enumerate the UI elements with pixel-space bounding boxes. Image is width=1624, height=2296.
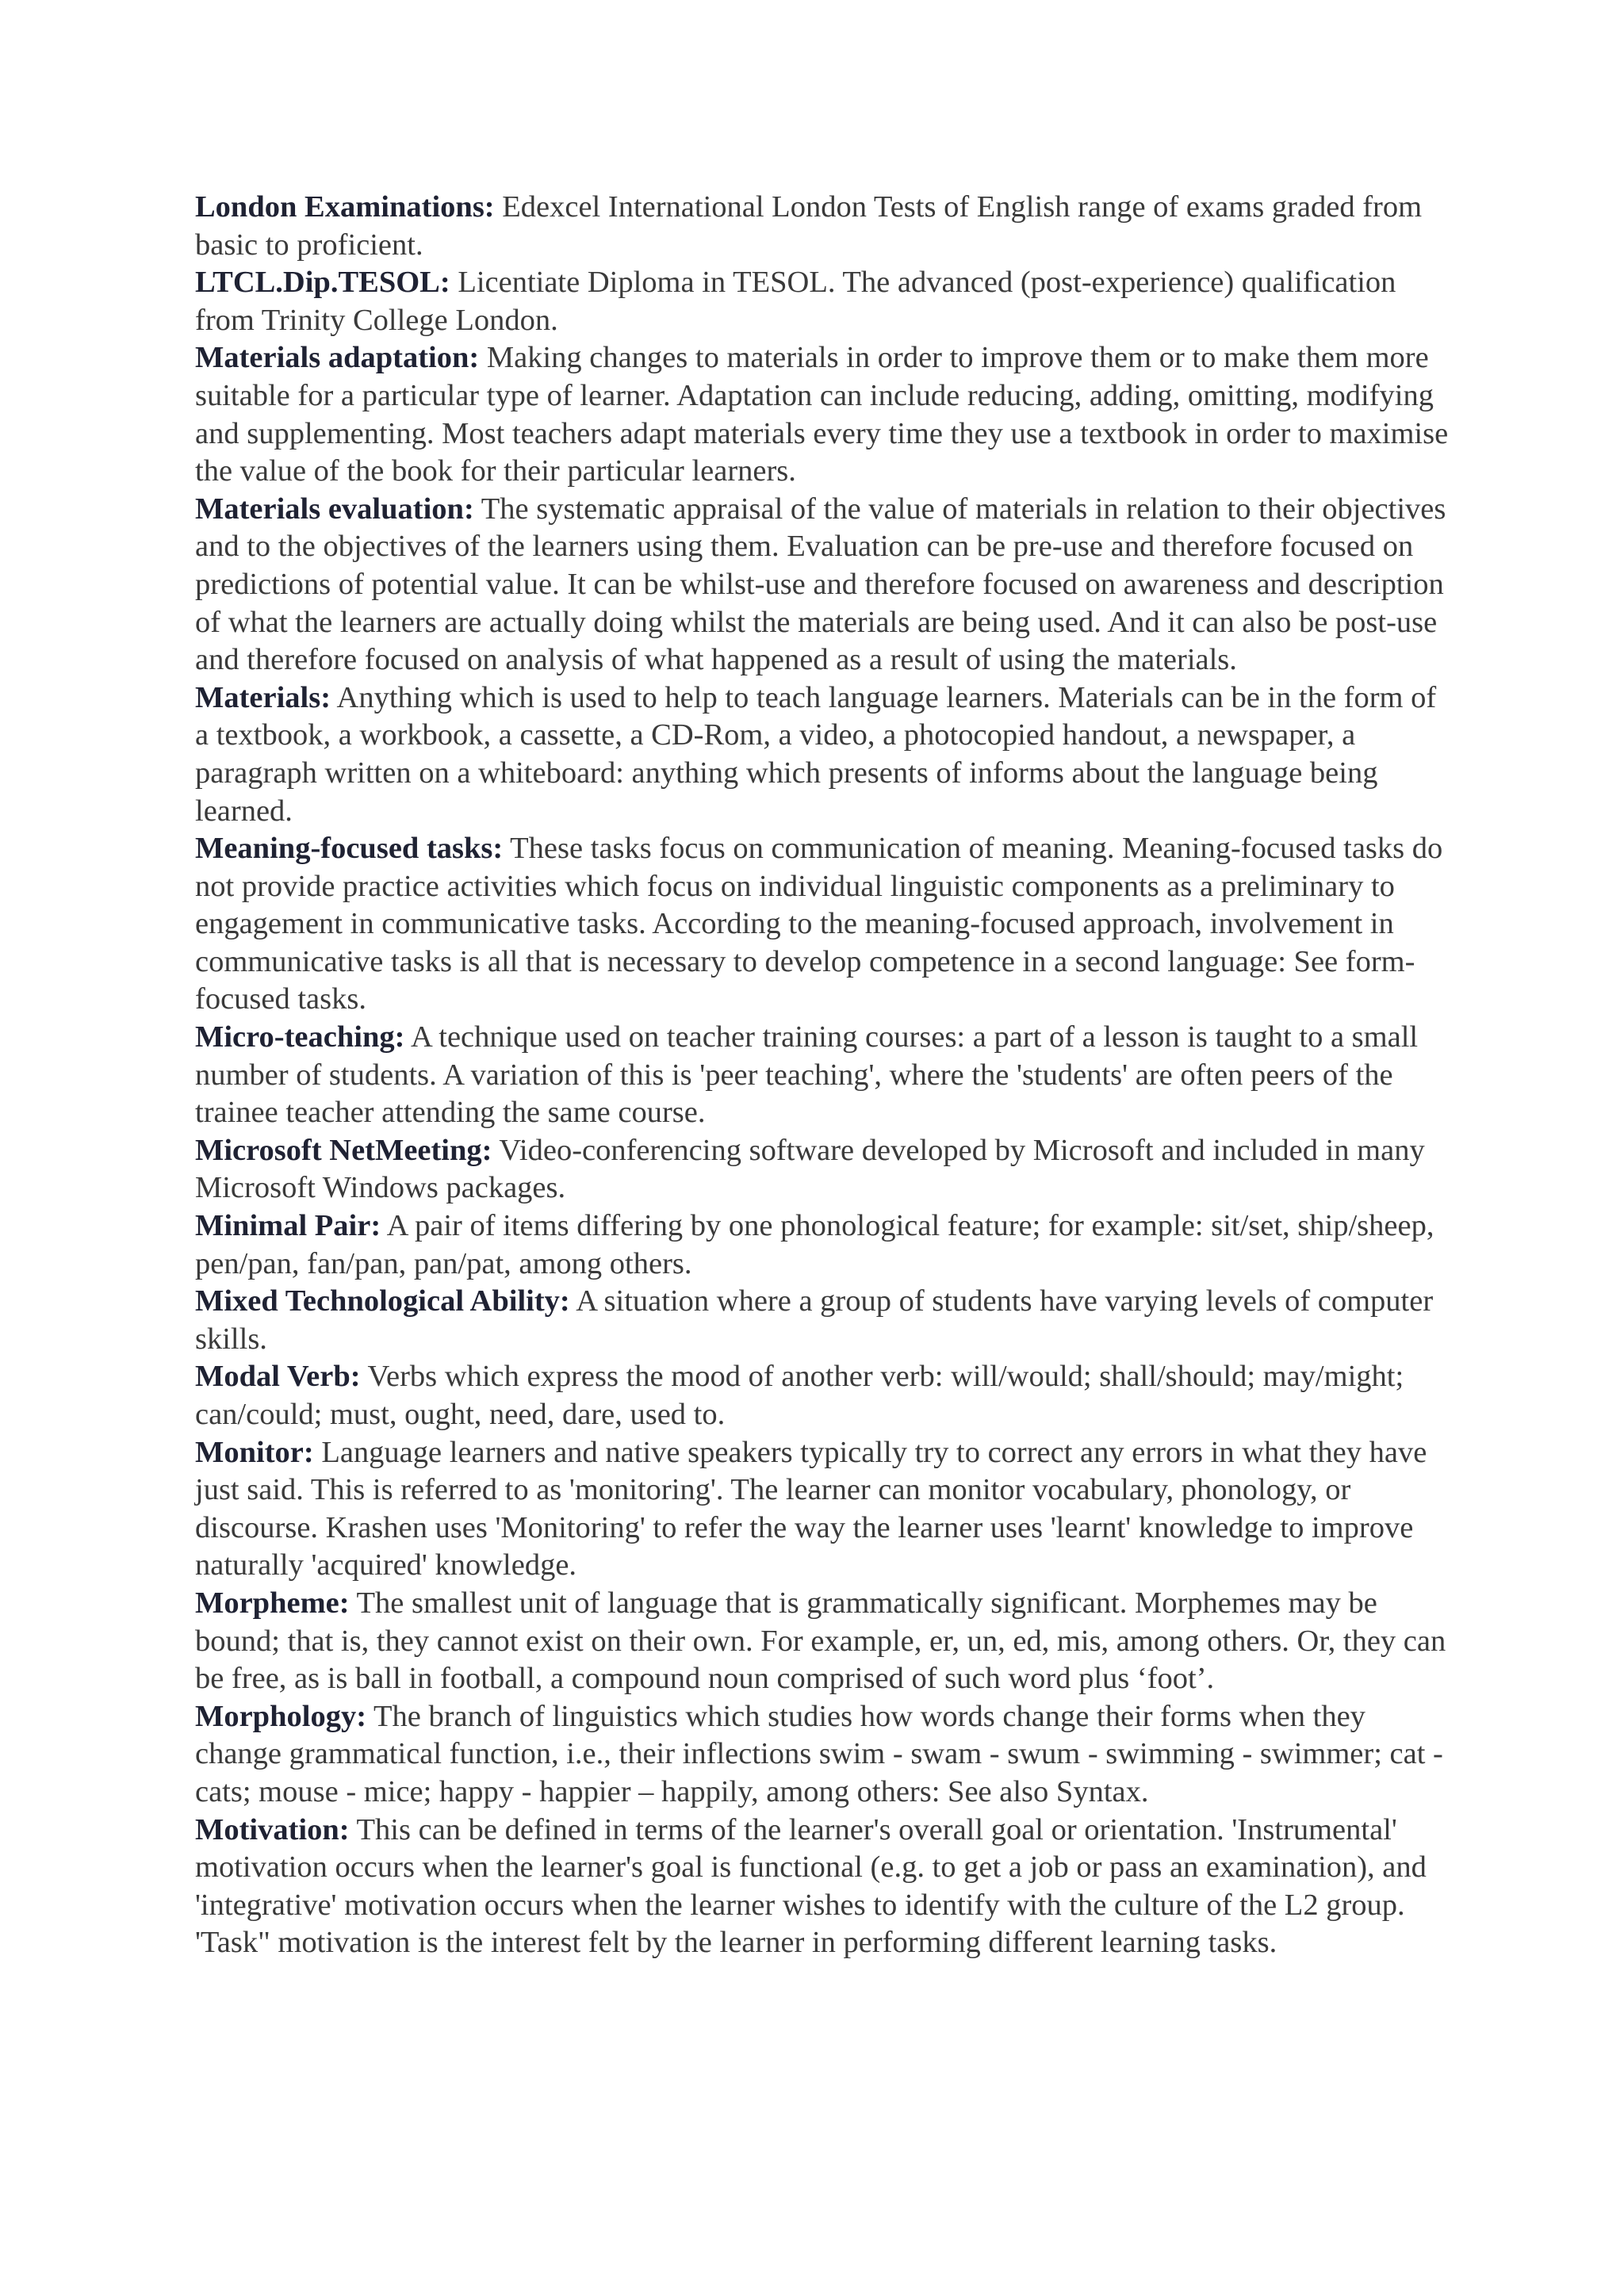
glossary-entry-microsoft-netmeeting xyxy=(195,1132,1456,1207)
glossary-definition: These tasks focus on communication of meaning. Meaning-focused tasks do not provide practice activities which focus on individual linguistic components as a preliminary to engagement in communicative tasks. According to the meaning-focused approach, involvement in communicative tasks is all that is necessary to develop competence in a second language: See form-focused tasks. xyxy=(195,832,1443,1016)
glossary-definition: Anything which is used to help to teach language learners. Materials can be in the form of a textbook, a workbook, a cassette, a CD-Rom, a video, a photocopied handout, a newspaper, a paragraph written on a whiteboard: anything which presents of informs about the language being learned. xyxy=(195,680,1437,828)
glossary-entry-modal-verb xyxy=(195,1358,1456,1433)
glossary-definition: Making changes to materials in order to improve them or to make them more suitable for a particular type of learner. Adaptation can include reducing, adding, omitting, modifying and supplementing. Most teachers adapt materials every time they use a textbook in order to maximise the value of the book for their particular learners. xyxy=(195,341,1449,488)
glossary-term: Micro-teaching: xyxy=(195,1020,405,1054)
glossary-term: LTCL.Dip.TESOL: xyxy=(195,266,450,300)
glossary-definition: A pair of items differing by one phonological feature; for example: sit/set, ship/sheep, pen/pan, fan/pan, pan/pat, among others. xyxy=(195,1209,1434,1280)
glossary-entry-minimal-pair xyxy=(195,1207,1456,1283)
glossary-term: London Examinations: xyxy=(195,190,495,224)
glossary-entry-morpheme xyxy=(195,1585,1456,1698)
glossary-term: Modal Verb: xyxy=(195,1360,361,1394)
glossary-entry-materials-adaptation xyxy=(195,339,1456,490)
glossary-entry-ltcl-dip-tesol xyxy=(195,264,1456,339)
glossary-definition: The systematic appraisal of the value of materials in relation to their objectives and to the objectives of the learners using them. Evaluation can be pre-use and therefore focused on predictions of potential value. It can be whilst-use and therefore focused on awareness and description of what the learners are actually doing whilst the materials are being used. And it can also be post-use and therefore focused on analysis of what happened as a result of using the materials. xyxy=(195,492,1446,677)
glossary-entry-materials xyxy=(195,679,1456,830)
glossary-term: Monitor: xyxy=(195,1435,314,1469)
glossary-term: Meaning-focused tasks: xyxy=(195,832,504,866)
glossary-term: Mixed Technological Ability: xyxy=(195,1284,570,1318)
glossary-entry-monitor xyxy=(195,1434,1456,1585)
glossary-term: Materials adaptation: xyxy=(195,341,480,375)
glossary-term: Motivation: xyxy=(195,1812,350,1846)
glossary-entry-materials-evaluation xyxy=(195,491,1456,679)
glossary-definition: A technique used on teacher training courses: a part of a lesson is taught to a small number of students. A variation of this is 'peer teaching', where the 'students' are often peers of the trainee teacher attending the same course. xyxy=(195,1020,1419,1130)
glossary-definition: Edexcel International London Tests of English range of exams graded from basic to proficient. xyxy=(195,190,1423,262)
glossary-page xyxy=(195,189,1456,1962)
glossary-term: Morphology: xyxy=(195,1699,367,1733)
glossary-entry-morphology xyxy=(195,1698,1456,1812)
glossary-definition: This can be defined in terms of the learner's overall goal or orientation. 'Instrumental' motivation occurs when the learner's goal is functional (e.g. to get a job or pass an examination), and 'integrative' motivation occurs when the learner wishes to identify with the culture of the L2 group. 'Task" motivation is the interest felt by the learner in performing different learning tasks. xyxy=(195,1812,1427,1960)
glossary-definition: Video-conferencing software developed by Microsoft and included in many Microsoft Windows packages. xyxy=(195,1133,1425,1205)
glossary-definition: Verbs which express the mood of another verb: will/would; shall/should; may/might; can/could; must, ought, need, dare, used to. xyxy=(195,1360,1404,1431)
glossary-term: Minimal Pair: xyxy=(195,1209,381,1243)
glossary-term: Materials: xyxy=(195,680,331,714)
glossary-term: Materials evaluation: xyxy=(195,492,474,526)
glossary-definition: Licentiate Diploma in TESOL. The advanced (post-experience) qualification from Trinity College London. xyxy=(195,266,1396,337)
glossary-definition: Language learners and native speakers typically try to correct any errors in what they have just said. This is referred to as 'monitoring'. The learner can monitor vocabulary, phonology, or discourse. Krashen uses 'Monitoring' to refer the way the learner uses 'learnt' knowledge to improve naturally 'acquired' knowledge. xyxy=(195,1435,1427,1582)
glossary-entry-motivation xyxy=(195,1812,1456,1962)
glossary-definition: The smallest unit of language that is grammatically significant. Morphemes may be bound; that is, they cannot exist on their own. For example, er, un, ed, mis, among others. Or, they can be free, as is ball in football, a compound noun comprised of such word plus ‘foot’. xyxy=(195,1586,1446,1696)
glossary-term: Microsoft NetMeeting: xyxy=(195,1133,492,1167)
glossary-definition: The branch of linguistics which studies how words change their forms when they change grammatical function, i.e., their inflections swim - swam - swum - swimming - swimmer; cat - cats; mouse - mice; happy - happier – happily, among others: See also Syntax. xyxy=(195,1699,1443,1808)
glossary-entry-micro-teaching xyxy=(195,1019,1456,1132)
glossary-entry-mixed-technological-ability xyxy=(195,1283,1456,1358)
glossary-entry-london-examinations xyxy=(195,189,1456,264)
glossary-term: Morpheme: xyxy=(195,1586,350,1620)
glossary-definition: A situation where a group of students have varying levels of computer skills. xyxy=(195,1284,1434,1356)
glossary-entry-meaning-focused-tasks xyxy=(195,830,1456,1019)
